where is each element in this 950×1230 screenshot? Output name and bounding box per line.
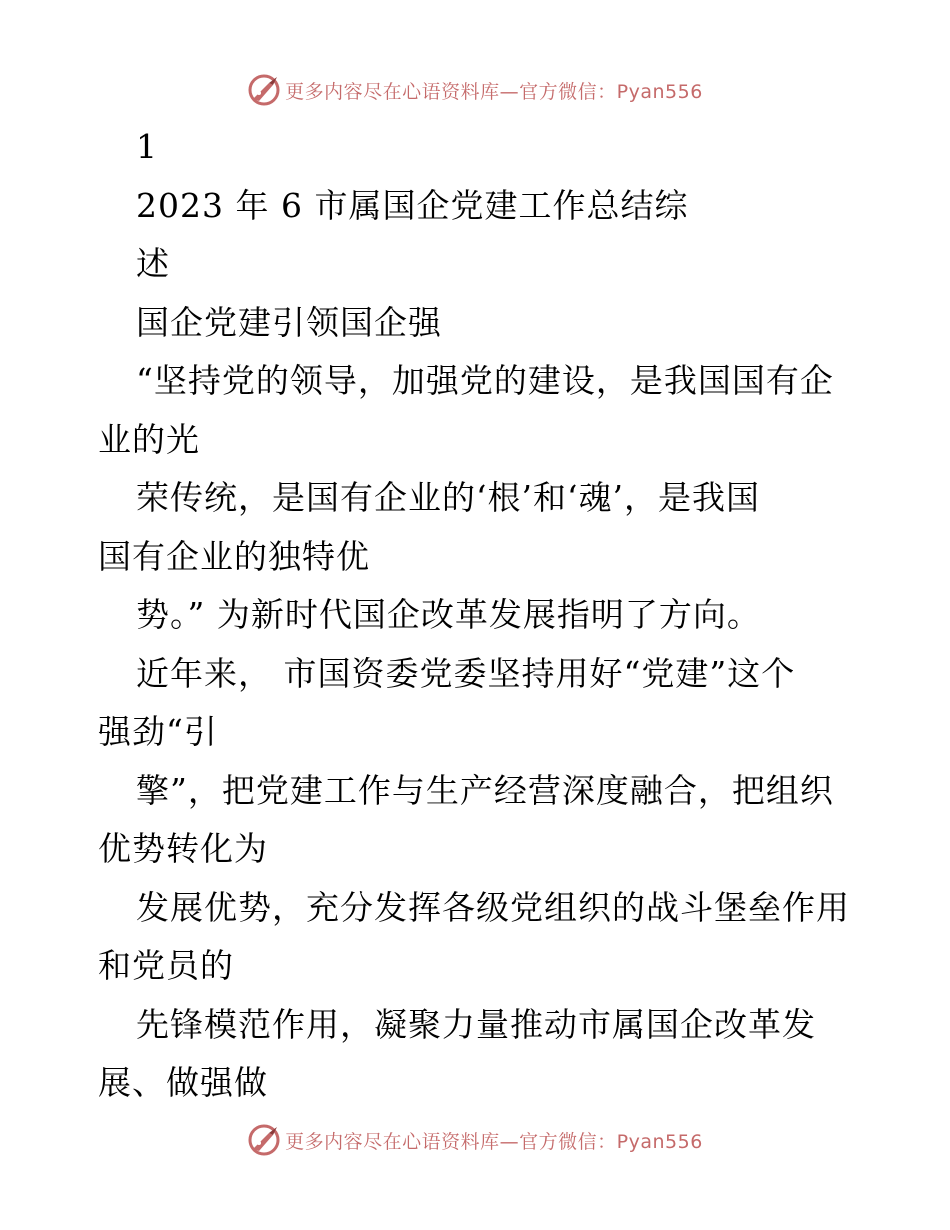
page-number: 1 xyxy=(136,127,158,166)
paragraph-line: 近年来， 市国资委党委坚持用好“党建”这个 xyxy=(136,653,796,693)
document-title: 2023 年 6 市属国企党建工作总结综 xyxy=(136,185,689,225)
header-banner-text: 更多内容尽在心语资料库—官方微信：Pyan556 xyxy=(285,80,703,103)
paragraph-line: 业的光 xyxy=(98,419,200,459)
footer-banner-text: 更多内容尽在心语资料库—官方微信：Pyan556 xyxy=(285,1130,703,1153)
paragraph-line: 荣传统，是国有企业的‘根’和‘魂’，是我国 xyxy=(136,478,760,517)
paragraph-line: 发展优势，充分发挥各级党组织的战斗堡垒作用 xyxy=(136,887,850,927)
paragraph-line: 先锋模范作用，凝聚力量推动市属国企改革发 xyxy=(136,1004,816,1044)
section-heading: 国企党建引领国企强 xyxy=(136,302,442,342)
paragraph-line: 势。” 为新时代国企改革发展指明了方向。 xyxy=(136,595,761,634)
quill-pen-logo-icon xyxy=(247,73,281,107)
paragraph-line: 擎”，把党建工作与生产经营深度融合，把组织 xyxy=(136,770,834,810)
paragraph-line: 国有企业的独特优 xyxy=(98,536,370,576)
document-title-continued: 述 xyxy=(136,244,170,283)
quill-pen-logo-icon xyxy=(247,1123,281,1157)
document-body xyxy=(98,118,858,1113)
paragraph-line: 展、做强做 xyxy=(98,1063,268,1102)
paragraph-line: 和党员的 xyxy=(98,946,234,985)
footer-banner xyxy=(0,1118,950,1162)
paragraph-line: 强劲“引 xyxy=(98,712,218,751)
paragraph-line: 优势转化为 xyxy=(98,829,268,868)
paragraph-line: “坚持党的领导，加强党的建设，是我国国有企 xyxy=(136,361,834,400)
header-banner xyxy=(0,68,950,112)
